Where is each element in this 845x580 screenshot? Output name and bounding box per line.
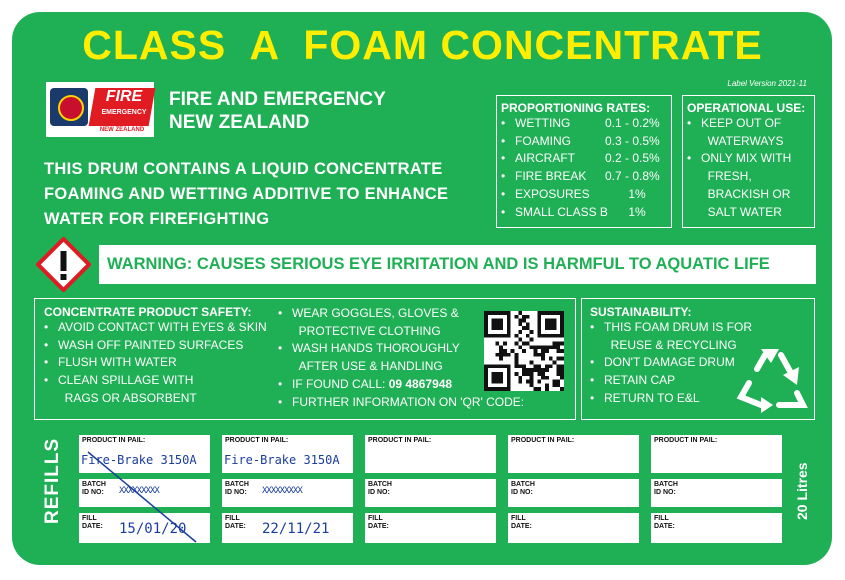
qr-module — [537, 345, 541, 349]
sustainability-line: REUSE & RECYCLING — [610, 337, 737, 352]
sustainability-line: RETAIN CAP — [604, 373, 676, 388]
qr-module — [534, 387, 538, 391]
qr-module — [537, 387, 541, 391]
qr-module — [556, 345, 560, 349]
field-label: BATCH ID NO: — [654, 481, 678, 496]
qr-module — [526, 334, 530, 338]
safety-line: CLEAN SPILLAGE WITH — [58, 373, 194, 388]
safety-line: AFTER USE & HANDLING — [298, 359, 443, 374]
rate-name: FOAMING — [515, 133, 571, 148]
safety-line: IF FOUND CALL: — [292, 376, 389, 391]
organisation-line-1: FIRE AND EMERGENCY — [169, 89, 386, 110]
operational-line: ONLY MIX WITH — [701, 151, 792, 166]
proportioning-rates-box — [496, 95, 672, 228]
field-label: PRODUCT IN PAIL: — [654, 437, 718, 444]
crest-icon — [58, 95, 84, 121]
rate-value: 0.1 - 0.2% — [605, 116, 660, 130]
qr-module — [545, 376, 549, 380]
qr-module — [545, 383, 549, 387]
description-line: THIS DRUM CONTAINS A LIQUID CONCENTRATE — [44, 160, 443, 178]
crest-badge — [50, 88, 88, 137]
product-in-pail-field[interactable] — [364, 434, 497, 474]
qr-module — [560, 349, 564, 353]
field-label: FILL DATE: — [511, 515, 532, 530]
handwritten-entry: 15/01/20 — [119, 521, 187, 537]
qr-module — [553, 345, 557, 349]
logo-emergency-text: EMERGENCY — [101, 109, 147, 116]
qr-module — [541, 368, 545, 372]
qr-module — [549, 357, 553, 361]
rate-name: AIRCRAFT — [515, 151, 575, 166]
strike-through-mark — [76, 450, 206, 545]
product-safety-box: CONCENTRATE PRODUCT SAFETY: • AVOID CONTACT WITH EYES & SKIN • WASH OFF PAINTED SURFACES • FLUSH WITH WATER • CLEAN SPILLAGE WITH RAGS OR ABSORBENT • WEAR GOGGLES, GLOVES & PROTECTIVE CLOTHING • WASH HANDS THOROUGHLY AFTER USE & HANDLING • IF FOUND CALL: 09 4867948 • FURTHER INFORMATION ON 'QR' CODE: — [34, 298, 576, 420]
fill-date-field[interactable] — [221, 512, 354, 544]
qr-module — [511, 349, 515, 353]
proportioning-row: • FOAMING 0.3 - 0.5% — [501, 133, 667, 151]
qr-module — [522, 368, 526, 372]
warning-banner — [99, 245, 816, 284]
qr-module — [545, 387, 549, 391]
qr-module — [541, 349, 545, 353]
safety-line: WEAR GOGGLES, GLOVES & — [292, 306, 459, 320]
qr-module — [537, 353, 541, 357]
field-label: FILL DATE: — [82, 515, 103, 530]
qr-module — [534, 364, 538, 368]
qr-module — [556, 341, 560, 345]
qr-module — [545, 364, 549, 368]
field-label: PRODUCT IN PAIL: — [82, 437, 146, 444]
qr-module — [534, 353, 538, 357]
field-label: BATCH ID NO: — [82, 481, 106, 496]
crest-text: FIRE AND EMERGENCY — [56, 127, 82, 137]
qr-module — [518, 338, 522, 342]
qr-module — [495, 341, 499, 345]
qr-module — [503, 349, 507, 353]
drum-description — [44, 157, 494, 232]
qr-module — [537, 368, 541, 372]
fill-date-field[interactable] — [364, 512, 497, 544]
qr-module — [537, 380, 541, 384]
qr-module — [522, 315, 526, 319]
qr-module — [526, 322, 530, 326]
qr-module — [545, 349, 549, 353]
qr-module — [541, 345, 545, 349]
operational-title: OPERATIONAL USE: — [687, 101, 806, 115]
qr-module — [499, 353, 503, 357]
qr-module — [530, 372, 534, 376]
label-version: Label Version 2021-11 — [727, 79, 807, 88]
qr-module — [541, 353, 545, 357]
qr-module — [522, 372, 526, 376]
qr-module — [526, 341, 530, 345]
field-label: BATCH ID NO: — [225, 481, 249, 496]
batch-id-field[interactable] — [364, 478, 497, 508]
qr-module — [553, 341, 557, 345]
qr-module — [560, 387, 564, 391]
qr-module — [549, 364, 553, 368]
organisation-name — [169, 88, 386, 134]
product-in-pail-field[interactable] — [507, 434, 640, 474]
qr-module — [530, 368, 534, 372]
operational-line: WATERWAYS — [707, 133, 784, 148]
description-line: FOAMING AND WETTING ADDITIVE TO ENHANCE — [44, 185, 449, 203]
batch-id-field[interactable] — [650, 478, 783, 508]
qr-module — [514, 361, 518, 365]
operational-use-box: OPERATIONAL USE: • KEEP OUT OF WATERWAYS • ONLY MIX WITH FRESH, BRACKISH OR SALT WATER — [682, 95, 815, 228]
proportioning-title: PROPORTIONING RATES: — [501, 101, 651, 115]
qr-module — [499, 349, 503, 353]
safety-line: AVOID CONTACT WITH EYES & SKIN — [58, 320, 267, 334]
warning-text: CAUSES SERIOUS EYE IRRITATION AND IS HARMFUL TO AQUATIC LIFE — [192, 255, 770, 273]
rate-name: WETTING — [515, 116, 571, 130]
rate-value: 1% — [628, 186, 646, 201]
field-label: PRODUCT IN PAIL: — [368, 437, 432, 444]
qr-module — [556, 364, 560, 368]
proportioning-row: • FIRE BREAK 0.7 - 0.8% — [501, 168, 667, 186]
qr-module — [499, 345, 503, 349]
sustainability-line: RETURN TO E&L — [604, 390, 700, 405]
qr-module — [545, 368, 549, 372]
rate-name: EXPOSURES — [515, 186, 590, 201]
fenz-logo — [46, 82, 154, 137]
rate-value: 0.3 - 0.5% — [605, 133, 660, 148]
refills-side-label: REFILLS — [42, 437, 63, 524]
proportioning-row: • SMALL CLASS B 1% — [501, 204, 667, 222]
rate-value: 0.2 - 0.5% — [605, 151, 660, 166]
safety-title: CONCENTRATE PRODUCT SAFETY: — [44, 305, 252, 319]
qr-module — [522, 319, 526, 323]
qr-module — [518, 330, 522, 334]
qr-module — [553, 380, 557, 384]
qr-module — [530, 380, 534, 384]
warning-prefix: WARNING: — [107, 255, 193, 273]
qr-module — [522, 364, 526, 368]
qr-module — [514, 341, 518, 345]
qr-module — [514, 353, 518, 357]
field-label: FILL DATE: — [225, 515, 246, 530]
operational-line: BRACKISH OR — [707, 186, 791, 201]
handwritten-entry: XXXXXXXXX — [262, 486, 302, 496]
qr-module — [560, 341, 564, 345]
logo-nz-text: NEW ZEALAND — [99, 127, 145, 133]
qr-module — [499, 357, 503, 361]
safety-line: PROTECTIVE CLOTHING — [298, 323, 441, 338]
qr-module — [518, 311, 522, 315]
qr-module — [518, 364, 522, 368]
product-in-pail-field[interactable] — [221, 434, 354, 474]
qr-module — [530, 383, 534, 387]
qr-module — [553, 383, 557, 387]
qr-module — [560, 376, 564, 380]
sustainability-title: SUSTAINABILITY: — [590, 305, 692, 319]
qr-code[interactable] — [484, 311, 564, 391]
handwritten-entry: 22/11/21 — [262, 521, 330, 537]
proportioning-row: • AIRCRAFT 0.2 - 0.5% — [501, 150, 667, 168]
rate-value: 1% — [628, 204, 646, 219]
qr-module — [526, 372, 530, 376]
qr-module — [522, 349, 526, 353]
rate-name: SMALL CLASS B — [515, 204, 608, 219]
sustainability-box: SUSTAINABILITY: • THIS FOAM DRUM IS FOR REUSE & RECYCLING • DON'T DAMAGE DRUM • RETAIN CAP • RETURN TO E&L — [581, 298, 815, 420]
qr-module — [549, 345, 553, 349]
qr-module — [514, 334, 518, 338]
safety-line: WASH OFF PAINTED SURFACES — [58, 337, 244, 352]
qr-module — [556, 380, 560, 384]
safety-line: FLUSH WITH WATER — [58, 355, 177, 370]
qr-module — [556, 368, 560, 372]
qr-module — [530, 338, 534, 342]
safety-line: WASH HANDS THOROUGHLY — [292, 341, 460, 356]
qr-module — [518, 322, 522, 326]
batch-id-field[interactable] — [221, 478, 354, 508]
organisation-line-2: NEW ZEALAND — [169, 112, 310, 133]
qr-module — [518, 345, 522, 349]
qr-module — [503, 353, 507, 357]
qr-module — [526, 368, 530, 372]
qr-module — [556, 372, 560, 376]
qr-module — [541, 376, 545, 380]
qr-module — [530, 361, 534, 365]
qr-module — [530, 376, 534, 380]
qr-module — [514, 372, 518, 376]
qr-module — [556, 349, 560, 353]
rate-value: 0.7 - 0.8% — [605, 169, 660, 184]
proportioning-row: • EXPOSURES 1% — [501, 186, 667, 204]
qr-module — [514, 357, 518, 361]
field-label: PRODUCT IN PAIL: — [511, 437, 575, 444]
operational-line: KEEP OUT OF — [701, 116, 782, 130]
qr-module — [560, 357, 564, 361]
qr-module — [545, 345, 549, 349]
emergency-phone: 09 4867948 — [388, 376, 453, 391]
sustainability-line: DON'T DAMAGE DRUM — [604, 355, 735, 370]
qr-module — [530, 345, 534, 349]
recycle-icon — [735, 345, 811, 415]
qr-module — [514, 364, 518, 368]
fill-date-field[interactable] — [650, 512, 783, 544]
qr-module — [526, 380, 530, 384]
fill-date-field[interactable] — [507, 512, 640, 544]
qr-module — [522, 341, 526, 345]
qr-module — [518, 380, 522, 384]
operational-line: SALT WATER — [707, 204, 782, 219]
description-line: WATER FOR FIREFIGHTING — [44, 210, 270, 228]
qr-module — [556, 383, 560, 387]
safety-line: RAGS OR ABSORBENT — [64, 390, 197, 405]
qr-module — [534, 349, 538, 353]
safety-line: FURTHER INFORMATION ON 'QR' CODE: — [292, 394, 525, 409]
field-label: FILL DATE: — [654, 515, 675, 530]
qr-module — [560, 372, 564, 376]
qr-module — [556, 357, 560, 361]
handwritten-entry: XXXXXXXXX — [119, 486, 159, 496]
qr-module — [518, 376, 522, 380]
field-label: BATCH ID NO: — [511, 481, 535, 496]
qr-module — [495, 353, 499, 357]
page-title: CLASS A FOAM CONCENTRATE — [82, 22, 763, 68]
qr-module — [514, 315, 518, 319]
qr-module — [534, 368, 538, 372]
qr-module — [526, 315, 530, 319]
qr-module — [507, 353, 511, 357]
qr-module — [518, 319, 522, 323]
qr-module — [534, 345, 538, 349]
proportioning-row: • WETTING 0.1 - 0.2% — [501, 115, 667, 133]
qr-module — [526, 326, 530, 330]
qr-module — [553, 361, 557, 365]
operational-line: FRESH, — [707, 169, 752, 184]
volume-side-label: 20 Litres — [794, 462, 810, 520]
product-in-pail-field[interactable] — [650, 434, 783, 474]
hazard-exclamation-icon — [36, 237, 91, 292]
sustainability-line: THIS FOAM DRUM IS FOR — [604, 320, 752, 334]
qr-module — [522, 326, 526, 330]
rate-name: FIRE BREAK — [515, 169, 587, 184]
qr-module — [537, 364, 541, 368]
field-label: PRODUCT IN PAIL: — [225, 437, 289, 444]
field-label: BATCH ID NO: — [368, 481, 392, 496]
handwritten-entry: Fire-Brake 3150A — [81, 453, 197, 467]
qr-module — [503, 341, 507, 345]
field-label: FILL DATE: — [368, 515, 389, 530]
qr-module — [541, 357, 545, 361]
qr-module — [537, 372, 541, 376]
batch-id-field[interactable] — [507, 478, 640, 508]
handwritten-entry: Fire-Brake 3150A — [224, 453, 340, 467]
qr-module — [560, 368, 564, 372]
qr-module — [560, 364, 564, 368]
qr-module — [541, 372, 545, 376]
qr-module — [530, 330, 534, 334]
logo-fire-text: FIRE — [105, 88, 143, 105]
